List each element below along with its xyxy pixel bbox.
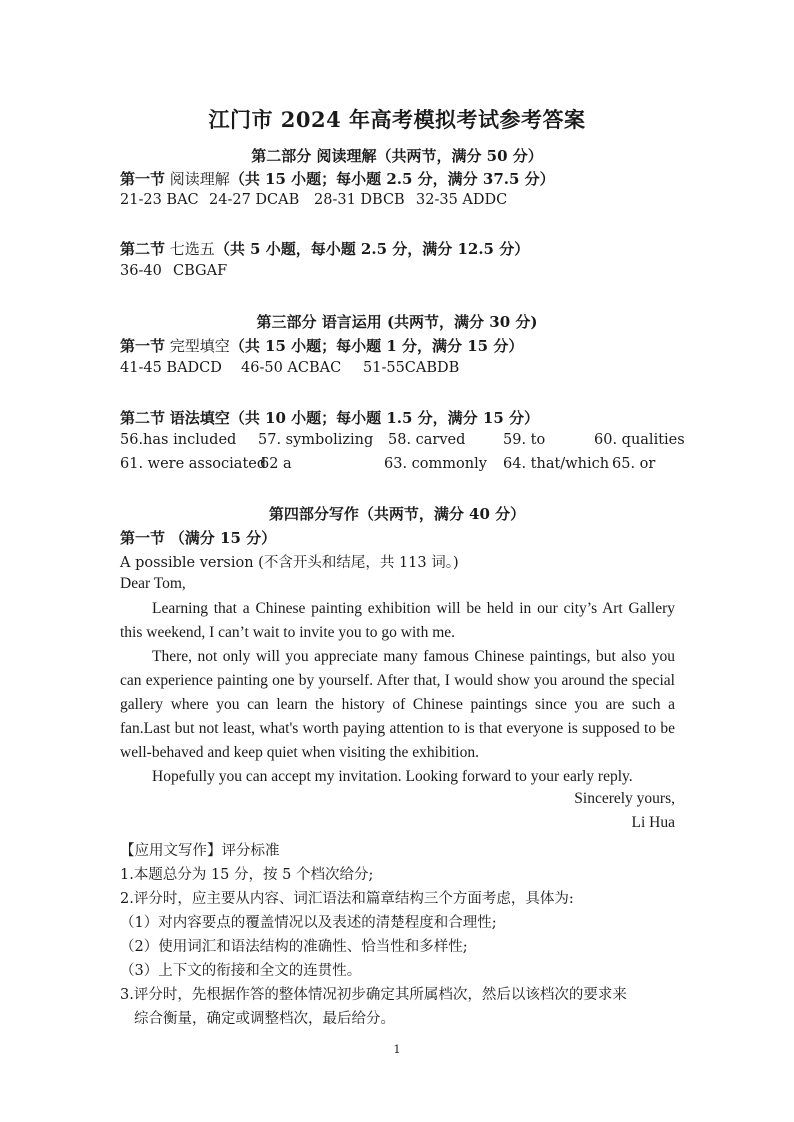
answer-item: 60. qualities [594, 432, 685, 448]
answer-group: 28-31 DBCB [314, 192, 405, 208]
letter-paragraph-1: Learning that a Chinese painting exhibition will be held in our city’s Art Gallery this weekend, I can’t wait to invite you to go with me. [120, 600, 675, 641]
section-note: （共 15 小题；每小题 2.5 分，满分 37.5 分） [229, 170, 555, 188]
letter-paragraph-2: There, not only will you appreciate many famous Chinese paintings, but also you can experience painting one by yourself. After that, I would show you around the special gallery where you can learn the history of Chinese paintings since you are such a fan.Last but not least, what's worth paying attention to is that everyone is supposed to be well-behaved and keep quiet when visiting the exhibition. [120, 648, 675, 761]
criteria-item: 综合衡量，确定或调整档次，最后给分。 [134, 1011, 395, 1027]
letter-closing: Sincerely yours, [574, 790, 675, 807]
answer-range: 36-40 [120, 263, 162, 279]
grammar-answers-row-2 [120, 456, 794, 472]
answer-item: 61. were associated [120, 456, 267, 472]
answer-group: 41-45 BADCD [120, 360, 222, 376]
answer-item: 57. symbolizing [258, 432, 374, 448]
part2-sec1-answers [120, 192, 794, 208]
answer-group: CBGAF [173, 263, 228, 279]
answer-group: 32-35 ADDC [416, 192, 508, 208]
answer-item: 63. commonly [384, 456, 487, 472]
answer-item: 62 a [260, 456, 292, 472]
section-note: （共 15 小题；每小题 1 分，满分 15 分） [229, 337, 524, 355]
criteria-item: （2）使用词汇和语法结构的准确性、恰当性和多样性; [120, 939, 468, 955]
section-label: 第二节 [120, 240, 166, 258]
section-name: 完型填空 [169, 337, 230, 355]
criteria-item: 2.评分时，应主要从内容、词汇语法和篇章结构三个方面考虑，具体为: [120, 891, 574, 907]
letter-greeting: Dear Tom, [120, 575, 186, 592]
part4-sec1-heading [120, 527, 794, 548]
section-note: （共 5 小题，每小题 2.5 分，满分 12.5 分） [214, 240, 530, 258]
answer-group: 21-23 BAC [120, 192, 199, 208]
criteria-item: 1.本题总分为 15 分，按 5 个档次给分; [120, 867, 374, 883]
letter-paragraph-3: Hopefully you can accept my invitation. Looking forward to your early reply. [152, 768, 633, 785]
criteria-heading: 【应用文写作】评分标准 [120, 843, 280, 859]
grammar-answers-row-1 [120, 432, 794, 448]
criteria-item: 3.评分时，先根据作答的整体情况初步确定其所属档次，然后以该档次的要求来 [120, 987, 627, 1003]
section-note: （满分 15 分） [169, 529, 277, 547]
section-label: 第二节 [120, 409, 166, 427]
part4-heading: 第四部分写作（共两节，满分 40 分） [268, 505, 526, 523]
page-number: 1 [393, 1043, 401, 1056]
part3-heading: 第三部分 语言运用 (共两节，满分 30 分) [256, 313, 538, 331]
section-label: 第一节 [120, 170, 166, 188]
letter-signature: Li Hua [631, 814, 675, 831]
answer-group: 46-50 ACBAC [241, 360, 342, 376]
criteria-item: （1）对内容要点的覆盖情况以及表述的清楚程度和合理性; [120, 915, 497, 931]
section-name: 阅读理解 [169, 170, 230, 188]
section-name: 七选五 [169, 240, 215, 258]
answer-group: 51-55CABDB [363, 360, 460, 376]
part3-sec1-answers [120, 360, 794, 376]
section-name: 语法填空 [169, 409, 230, 427]
answer-item: 59. to [503, 432, 546, 448]
part3-sec2-heading [120, 407, 794, 428]
page-title: 江门市 2024 年高考模拟考试参考答案 [208, 107, 586, 132]
section-label: 第一节 [120, 529, 166, 547]
answer-group: 24-27 DCAB [209, 192, 300, 208]
part2-sec1-heading [120, 168, 794, 189]
possible-version-note: A possible version (不含开头和结尾，共 113 词。) [120, 555, 459, 571]
part2-sec2-heading [120, 238, 794, 259]
part2-heading: 第二部分 阅读理解（共两节，满分 50 分） [251, 147, 543, 165]
part2-sec2-answers [120, 263, 794, 279]
section-note: （共 10 小题；每小题 1.5 分，满分 15 分） [229, 409, 539, 427]
section-label: 第一节 [120, 337, 166, 355]
part3-sec1-heading [120, 335, 794, 356]
criteria-item: （3）上下文的衔接和全文的连贯性。 [120, 963, 362, 979]
answer-item: 58. carved [388, 432, 466, 448]
answer-item: 56.has included [120, 432, 237, 448]
answer-item: 65. or [612, 456, 656, 472]
answer-item: 64. that/which [503, 456, 610, 472]
